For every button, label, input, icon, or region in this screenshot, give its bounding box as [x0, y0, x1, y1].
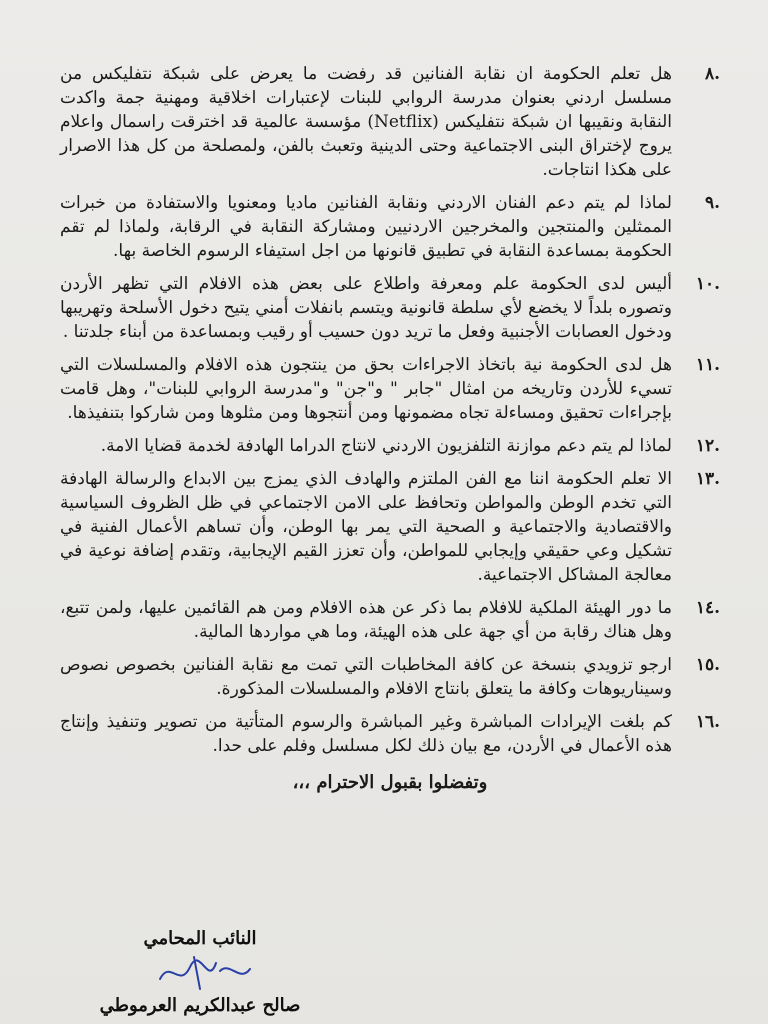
question-item	[60, 62, 720, 182]
question-item	[60, 191, 720, 263]
signature-block	[90, 928, 310, 1016]
question-item	[60, 710, 720, 758]
question-text: أليس لدى الحكومة علم ومعرفة واطلاع على بعض هذه الافلام التي تظهر الأردن وتصوره بلداً لا يخضع لأي سلطة قانونية ويتسم بانفلات أمني يتيح دخول الأسلحة وتهريبها ودخول العصابات الأجنبية وفعل ما تريد دون حسيب أو رقيب وبمساعدة من أبناء جلدتنا .	[60, 274, 672, 342]
question-item	[60, 272, 720, 344]
question-number: .١٦	[695, 712, 720, 732]
closing-line: وتفضلوا بقبول الاحترام ،،،	[292, 772, 488, 793]
signatory-title: النائب المحامي	[143, 928, 257, 949]
question-number: .٩	[704, 193, 720, 213]
handwritten-signature	[90, 949, 310, 995]
question-number: .١٠	[695, 274, 720, 294]
question-text: ارجو تزويدي بنسخة عن كافة المخاطبات التي تمت مع نقابة الفنانين بخصوص نصوص وسيناريوهات وكافة ما يتعلق بانتاج الافلام والمسلسلات المذكورة.	[60, 655, 672, 699]
question-text: لماذا لم يتم دعم موازنة التلفزيون الاردني لانتاج الدراما الهادفة لخدمة قضايا الامة.	[100, 436, 672, 456]
question-item	[60, 467, 720, 587]
question-item	[60, 653, 720, 701]
question-number: .١٣	[695, 469, 720, 489]
signatory-name: صالح عبدالكريم العرموطي	[99, 995, 301, 1016]
question-list	[60, 62, 720, 793]
question-text: الا تعلم الحكومة اننا مع الفن الملتزم والهادف الذي يمزج بين الابداع والرسالة الهادفة التي تخدم الوطن والمواطن وتحافظ على الامن الاجتماعي في ظل الظروف السياسية والاقتصادية والاجتماعية و الصحية التي يمر بها الوطن، وأن تساهم الأعمال الفنية في تشكيل وعي حقيقي وإيجابي للمواطن، وأن تعزز القيم الإيجابية، وتقدم إضافة نوعية في معالجة المشاكل الاجتماعية.	[60, 469, 672, 585]
question-number: .١٢	[695, 436, 720, 456]
question-item	[60, 434, 720, 458]
question-text: هل تعلم الحكومة ان نقابة الفنانين قد رفضت ما يعرض على شبكة نتفليكس من مسلسل اردني بعنوان مدرسة الروابي للبنات لإعتبارات اخلاقية ومهنية جمة واكدت النقابة ونقيبها ان شبكة نتفليكس (Netflix) مؤسسة عالمية قد اخترقت راسمال واعلام يروج لإختراق البنى الاجتماعية وحتى الدينية وتعبث بالفن، ولمصلحة من كل هذا الاصرار على هكذا انتاجات.	[60, 64, 672, 180]
question-item	[60, 353, 720, 425]
question-number: .١٥	[695, 655, 720, 675]
question-number: .٨	[704, 64, 720, 84]
question-text: لماذا لم يتم دعم الفنان الاردني ونقابة الفنانين ماديا ومعنويا والاستفادة من خبرات الممثلين والمنتجين والمخرجين الاردنيين ومشاركة النقابة في الرقابة، ولماذا لم تقم الحكومة بمساعدة النقابة في تطبيق قانونها من اجل استيفاء الرسوم الخاصة بها.	[60, 193, 672, 261]
question-text: كم بلغت الإيرادات المباشرة وغير المباشرة والرسوم المتأتية من تصوير وتنفيذ وإنتاج هذه الأعمال في الأردن، مع بيان ذلك لكل مسلسل وفلم على حدا.	[60, 712, 672, 756]
question-text: هل لدى الحكومة نية باتخاذ الاجراءات بحق من ينتجون هذه الافلام والمسلسلات التي تسيء للأردن وتاريخه من امثال "جابر " و"جن" و"مدرسة الروابي للبنات"، وهل قامت بإجراءات تحقيق ومساءلة تجاه مضمونها ومن أنتجوها ومن مثلوها ومن شاركوا بتنفيذها.	[60, 355, 672, 423]
question-number: .١١	[695, 355, 720, 375]
question-number: .١٤	[695, 598, 720, 618]
question-item	[60, 596, 720, 644]
question-text: ما دور الهيئة الملكية للافلام بما ذكر عن هذه الافلام ومن هم القائمين عليها، ولمن تتبع، وهل هناك رقابة من أي جهة على هذه الهيئة، وما هي مواردها المالية.	[60, 598, 672, 642]
